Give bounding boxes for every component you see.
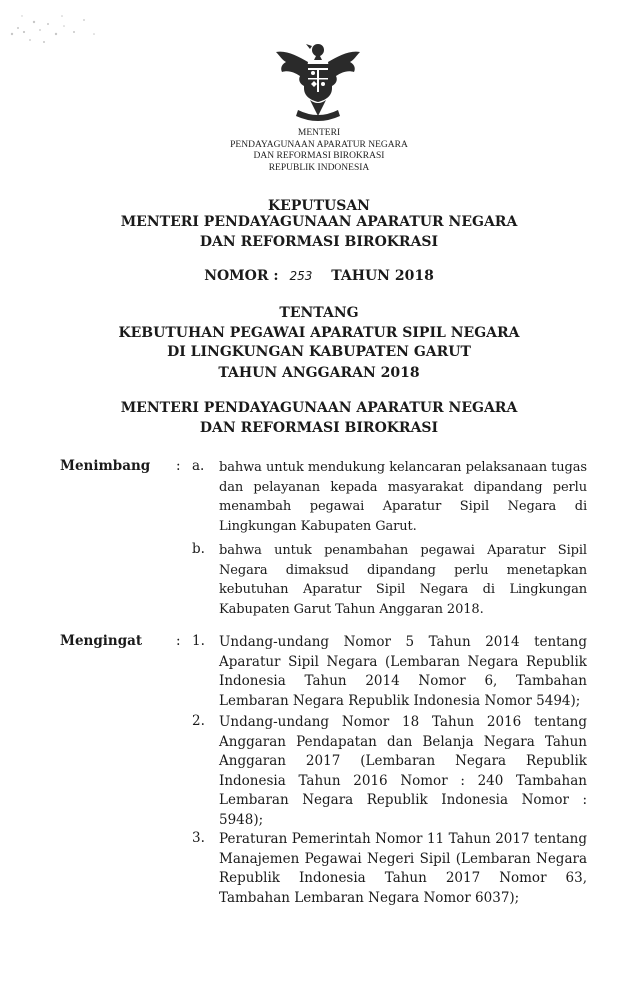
legal-basis-item: Peraturan Pemerintah Nomor 11 Tahun 2017 tentang Manajemen Pegawai Negeri Sipil (Lembaran Negara Republik Indonesia Tahun 2017 Nomor 63, Tambahan Lembaran Negara Nomor 6037); <box>219 831 587 906</box>
consideration-item: bahwa untuk mendukung kelancaran pelaksanaan tugas dan pelayanan kepada masyarakat dipandang perlu menambah pegawai Aparatur Sipil Negara di Lingkungan Kabupaten Garut. <box>219 460 587 534</box>
subject-line3: TAHUN ANGGARAN 2018 <box>218 365 420 381</box>
menimbang-label: Menimbang <box>60 458 151 474</box>
mengingat-label: Mengingat <box>60 633 143 649</box>
decree-number-line <box>0 268 638 284</box>
legal-basis-marker: 3. <box>192 830 205 846</box>
decree-title: KEPUTUSAN <box>268 198 370 214</box>
legal-basis-marker: 1. <box>192 633 205 649</box>
menimbang-colon: : <box>176 458 181 474</box>
letterhead-line: PENDAYAGUNAAN APARATUR NEGARA <box>230 139 408 150</box>
garuda-emblem-icon <box>268 38 368 126</box>
consideration-marker: b. <box>192 541 205 557</box>
letterhead-line: DAN REFORMASI BIROKRASI <box>253 151 385 161</box>
consideration-item: bahwa untuk penambahan pegawai Aparatur Sipil Negara dimaksud dipandang perlu menetapkan kebutuhan Aparatur Sipil Negara di Lingkungan Kabupaten Garut Tahun Anggaran 2018. <box>219 543 587 617</box>
tentang-heading: TENTANG <box>279 305 359 321</box>
issuer-line1: MENTERI PENDAYAGUNAAN APARATUR NEGARA <box>120 400 518 416</box>
faint-stamp-mark <box>4 4 124 48</box>
letterhead-line: REPUBLIK INDONESIA <box>268 162 370 173</box>
legal-basis-item: Undang-undang Nomor 18 Tahun 2016 tentang Anggaran Pendapatan dan Belanja Negara Tahun Anggaran 2017 (Lembaran Negara Republik Indonesia Tahun 2016 Nomor : 240 Tambahan Lembaran Negara Republik Indonesia Nomor : 5948); <box>219 714 587 828</box>
nomor-value-handwritten: 253 <box>289 269 313 283</box>
subject-line1: KEBUTUHAN PEGAWAI APARATUR SIPIL NEGARA <box>118 325 520 341</box>
legal-basis-item: Undang-undang Nomor 5 Tahun 2014 tentang Aparatur Sipil Negara (Lembaran Negara Republik Indonesia Tahun 2014 Nomor 6, Tambahan Lembaran Negara Republik Indonesia Nomor 5494); <box>219 634 587 709</box>
letterhead-line: MENTERI <box>297 128 341 138</box>
minister-title-line2: DAN REFORMASI BIROKRASI <box>199 234 439 250</box>
consideration-marker: a. <box>192 458 205 474</box>
nomor-label: NOMOR : <box>204 268 279 284</box>
ministry-letterhead <box>0 128 638 174</box>
minister-title-line1: MENTERI PENDAYAGUNAAN APARATUR NEGARA <box>120 214 518 230</box>
mengingat-colon: : <box>176 633 181 649</box>
subject-line2: DI LINGKUNGAN KABUPATEN GARUT <box>167 344 471 360</box>
legal-basis-marker: 2. <box>192 713 205 729</box>
tahun-label: TAHUN 2018 <box>331 268 434 284</box>
issuer-line2: DAN REFORMASI BIROKRASI <box>199 420 439 436</box>
